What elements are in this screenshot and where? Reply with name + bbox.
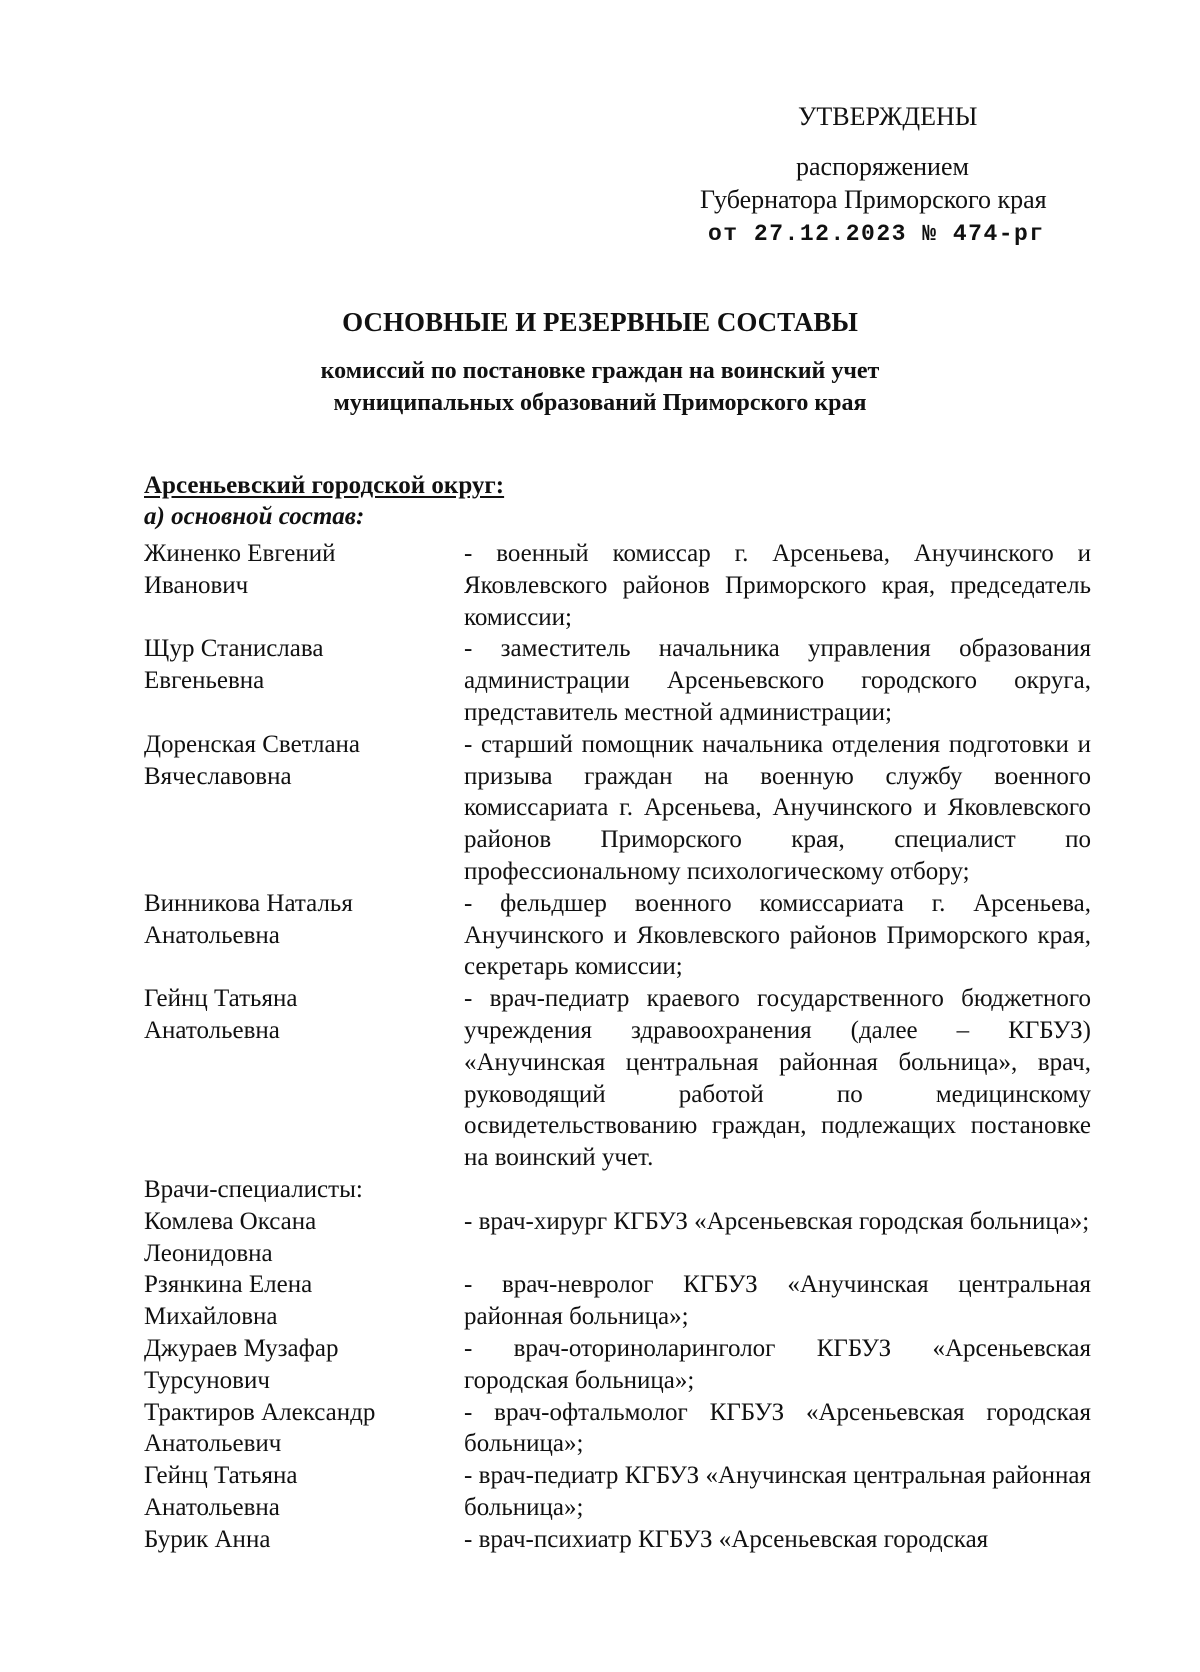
specialist-role: - врач-хирург КГБУЗ «Арсеньевская городская больница»; (464, 1207, 1090, 1235)
specialist-name (144, 1397, 464, 1461)
specialist-row (144, 1206, 1091, 1270)
document-subtitle-line-1: комиссий по постановке граждан на воинский учет (320, 358, 880, 384)
specialist-name-line-1: Рзянкина Елена (144, 1271, 313, 1299)
member-row (144, 633, 1091, 728)
specialist-row (144, 1333, 1091, 1397)
member-name (144, 729, 464, 888)
specialist-name-line-1: Комлева Оксана (144, 1207, 317, 1235)
member-name (144, 633, 464, 728)
specialist-role: - врач-офтальмолог КГБУЗ «Арсеньевская городская больница»; (464, 1398, 1091, 1458)
member-name-line-1: Жиненко Евгений (144, 540, 336, 567)
member-name-line-1: Винникова Наталья (144, 889, 353, 917)
member-roster (144, 538, 1091, 1556)
specialist-name (144, 1333, 464, 1397)
member-name-line-1: Гейнц Татьяна (144, 985, 298, 1013)
specialist-role: - врач-невролог КГБУЗ «Анучинская центральная районная больница»; (464, 1271, 1091, 1331)
member-name-line-1: Щур Станислава (144, 635, 324, 663)
member-role: - старший помощник начальника отделения подготовки и призыва граждан на военную службу военного комиссариата г. Арсеньева, Анучинского и Яковлевского районов Приморского края, специалист по профессиональному психологическому отбору; (464, 730, 1091, 885)
specialist-name (144, 1524, 464, 1556)
member-name-line-2: Анатольевна (144, 1016, 280, 1044)
approval-title: УТВЕРЖДЕНЫ (798, 102, 978, 131)
specialist-row (144, 1524, 1091, 1556)
specialist-name-line-2: Анатольевна (144, 1493, 280, 1521)
specialist-name (144, 1206, 464, 1270)
specialist-name-line-1: Джураев Музафар (144, 1334, 339, 1362)
specialist-name-line-2: Леонидовна (144, 1239, 273, 1267)
specialist-role: - врач-оториноларинголог КГБУЗ «Арсеньевская городская больница»; (464, 1334, 1091, 1394)
district-heading: Арсеньевский городской округ: (144, 472, 505, 499)
approval-line-governor: Губернатора Приморского края (700, 185, 1047, 214)
specialist-row (144, 1397, 1091, 1461)
specialist-name-line-2: Михайловна (144, 1303, 278, 1331)
approval-line-number: от 27.12.2023 № 474-рг (708, 221, 1045, 247)
member-name (144, 983, 464, 1174)
member-role: - заместитель начальника управления образования администрации Арсеньевского городского округа, представитель местной администрации; (464, 635, 1091, 726)
member-role: - военный комиссар г. Арсеньева, Анучинского и Яковлевского районов Приморского края, председатель комиссии; (464, 540, 1091, 631)
specialist-name (144, 1269, 464, 1333)
member-row (144, 538, 1091, 633)
member-name (144, 538, 464, 633)
member-name-line-2: Вячеславовна (144, 762, 292, 790)
main-composition-heading: а) основной состав: (144, 503, 365, 530)
specialist-name-line-1: Гейнц Татьяна (144, 1462, 298, 1490)
document-title: ОСНОВНЫЕ И РЕЗЕРВНЫЕ СОСТАВЫ (342, 307, 858, 337)
specialists-label: Врачи-специалисты: (144, 1175, 363, 1203)
specialist-name-line-1: Бурик Анна (144, 1525, 271, 1553)
member-role: - врач-педиатр краевого государственного бюджетного учреждения здравоохранения (далее – КГБУЗ) «Анучинская центральная районная больница», врач, руководящий работой по медицинскому освидетельствованию граждан, подлежащих постановке на воинский учет. (464, 985, 1091, 1172)
specialist-name-line-2: Анатольевич (144, 1430, 282, 1458)
member-role: - фельдшер военного комиссариата г. Арсеньева, Анучинского и Яковлевского районов Приморского края, секретарь комиссии; (464, 889, 1091, 981)
member-name-line-2: Евгеньевна (144, 667, 265, 695)
member-row (144, 983, 1091, 1174)
member-name-line-1: Доренская Светлана (144, 730, 361, 758)
member-row (144, 729, 1091, 888)
specialist-name (144, 1460, 464, 1524)
member-row (144, 888, 1091, 983)
member-name-line-2: Анатольевна (144, 921, 280, 949)
specialist-row (144, 1460, 1091, 1524)
approval-line-order: распоряжением (796, 152, 969, 181)
member-name-line-2: Иванович (144, 571, 249, 599)
specialist-row (144, 1269, 1091, 1333)
member-name (144, 888, 464, 983)
specialist-role: - врач-психиатр КГБУЗ «Арсеньевская городская (464, 1525, 989, 1553)
specialist-name-line-1: Трактиров Александр (144, 1398, 376, 1426)
document-subtitle-line-2: муниципальных образований Приморского края (333, 390, 867, 416)
specialist-name-line-2: Турсунович (144, 1366, 270, 1394)
specialist-role: - врач-педиатр КГБУЗ «Анучинская центральная районная больница»; (464, 1462, 1091, 1521)
